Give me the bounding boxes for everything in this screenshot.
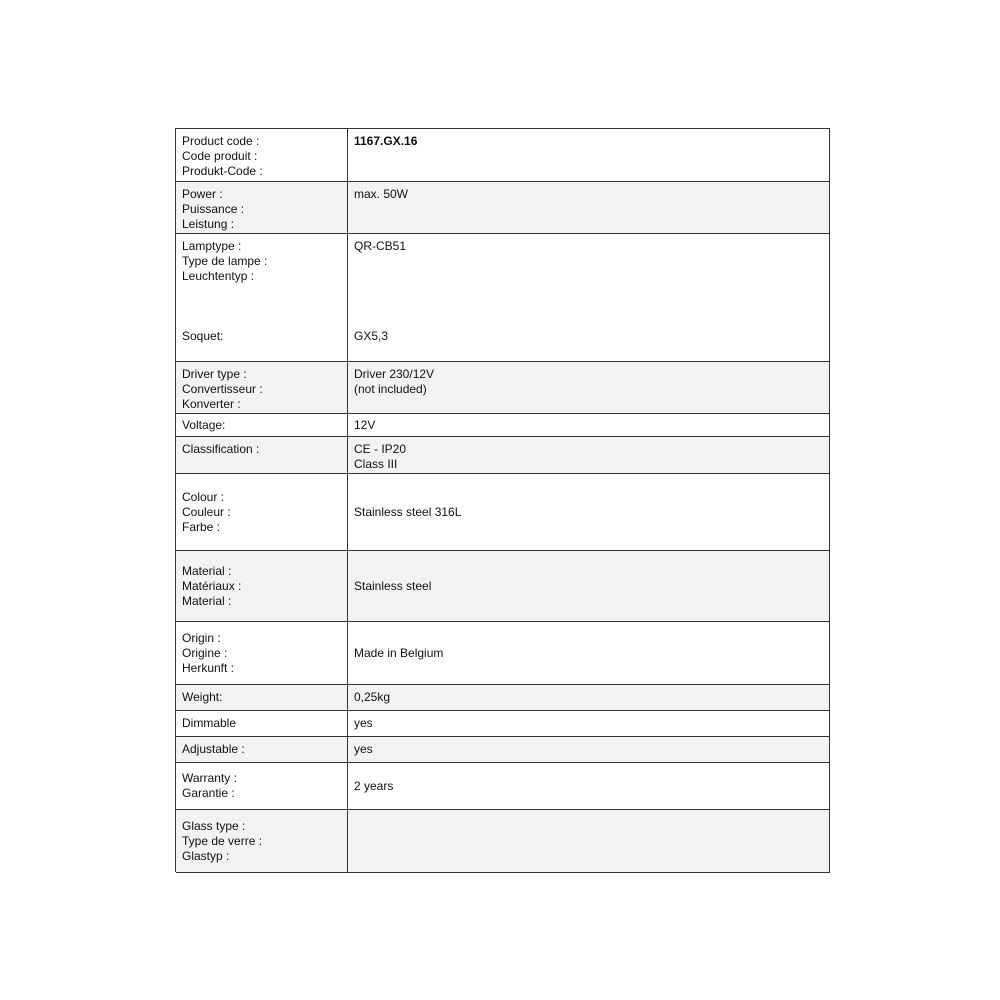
colour-value: Stainless steel 316L [354, 504, 462, 519]
classification-label-cell [176, 437, 348, 474]
weight-value-cell [348, 685, 830, 711]
lamptype-label-de: Leuchtentyp : [182, 269, 255, 283]
origin-label-cell [176, 622, 348, 685]
voltage-value-cell [348, 414, 830, 437]
driver-value-type: Driver 230/12V [354, 367, 435, 381]
product-code-value: 1167.GX.16 [354, 134, 418, 148]
colour-label-fr: Couleur : [182, 504, 231, 519]
colour-label-en: Colour : [182, 489, 225, 504]
colour-label-cell [176, 474, 348, 551]
product-code-label-fr: Code produit : [182, 149, 258, 163]
material-label-cell [176, 551, 348, 622]
lamptype-spacer [182, 284, 341, 329]
material-label-en: Material : [182, 563, 232, 578]
product-code-value-cell [348, 129, 830, 182]
driver-value-cell [348, 362, 830, 414]
origin-value: Made in Belgium [354, 645, 444, 660]
product-code-label-de: Produkt-Code : [182, 164, 263, 178]
colour-value-cell [348, 474, 830, 551]
soquet-value: GX5,3 [354, 329, 389, 343]
lamptype-label-cell [176, 234, 348, 362]
warranty-label-cell [176, 763, 348, 810]
origin-value-cell [348, 622, 830, 685]
glass-type-label-en: Glass type : [182, 818, 246, 833]
adjustable-value: yes [354, 742, 373, 756]
glass-type-label-fr: Type de verre : [182, 833, 263, 848]
spec-table [175, 128, 830, 872]
warranty-value-cell [348, 763, 830, 810]
material-value-cell [348, 551, 830, 622]
power-label-de: Leistung : [182, 217, 235, 231]
classification-value-cell [348, 437, 830, 474]
driver-label-en: Driver type : [182, 367, 247, 381]
warranty-value: 2 years [354, 778, 394, 793]
weight-label: Weight: [182, 690, 223, 704]
material-value: Stainless steel [354, 578, 432, 593]
lamptype-blank-line [354, 254, 823, 269]
dimmable-label: Dimmable [182, 716, 237, 730]
origin-label-fr: Origine : [182, 645, 228, 660]
adjustable-value-cell [348, 737, 830, 763]
power-label-cell [176, 182, 348, 234]
weight-label-cell [176, 685, 348, 711]
product-code-label-en: Product code : [182, 134, 260, 148]
driver-label-cell [176, 362, 348, 414]
lamptype-value: QR-CB51 [354, 239, 407, 253]
dimmable-value-cell [348, 711, 830, 737]
glass-type-label-de: Glastyp : [182, 848, 230, 863]
driver-label-fr: Convertisseur : [182, 382, 263, 396]
dimmable-value: yes [354, 716, 373, 730]
power-value-cell [348, 182, 830, 234]
material-label-fr: Matériaux : [182, 578, 242, 593]
classification-value-ce: CE - IP20 [354, 442, 407, 456]
warranty-label-fr: Garantie : [182, 786, 235, 800]
adjustable-label: Adjustable : [182, 742, 245, 756]
lamptype-value-cell [348, 234, 830, 362]
lamptype-blank-line [354, 269, 823, 284]
voltage-value: 12V [354, 417, 376, 432]
classification-value-class: Class III [354, 457, 398, 471]
power-value: max. 50W [354, 187, 409, 201]
driver-label-de: Konverter : [182, 397, 241, 411]
power-label-en: Power : [182, 187, 223, 201]
glass-type-value-cell [348, 810, 830, 873]
voltage-label: Voltage: [182, 417, 226, 432]
origin-label-de: Herkunft : [182, 660, 235, 675]
adjustable-label-cell [176, 737, 348, 763]
glass-type-label-cell [176, 810, 348, 873]
driver-value-note: (not included) [354, 382, 427, 396]
weight-value: 0,25kg [354, 690, 391, 704]
soquet-label: Soquet: [182, 329, 224, 343]
power-label-fr: Puissance : [182, 202, 245, 216]
material-label-de: Material : [182, 593, 232, 608]
origin-label-en: Origin : [182, 630, 221, 645]
voltage-label-cell [176, 414, 348, 437]
lamptype-label-en: Lamptype : [182, 239, 242, 253]
product-code-label-cell [176, 129, 348, 182]
warranty-label-en: Warranty : [182, 771, 237, 785]
colour-label-de: Farbe : [182, 519, 221, 534]
lamptype-label-fr: Type de lampe : [182, 254, 268, 268]
lamptype-value-spacer [354, 284, 823, 329]
dimmable-label-cell [176, 711, 348, 737]
classification-label: Classification : [182, 442, 260, 456]
